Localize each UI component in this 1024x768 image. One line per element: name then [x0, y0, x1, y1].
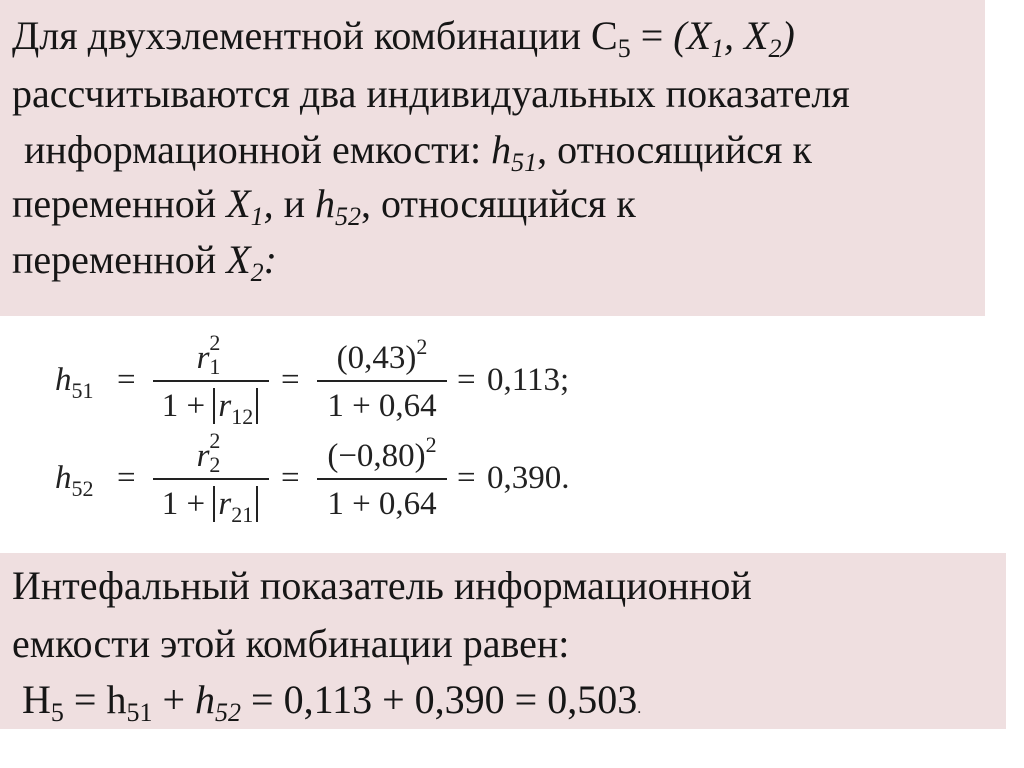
intro-line-3	[24, 126, 812, 177]
formula-lhs	[55, 360, 94, 403]
equals-sign: =	[457, 362, 476, 398]
h-symbol: h	[55, 460, 72, 496]
h-symbol: h	[195, 677, 216, 722]
H-subscript: 5	[50, 698, 64, 727]
superscript: 2	[425, 432, 437, 457]
x1-subscript: 1	[250, 202, 264, 231]
intro-text: , относящийся к	[361, 181, 636, 226]
equals-h: = h	[63, 677, 127, 722]
numerator-value: (−0,80)	[327, 438, 426, 474]
r-symbol: r	[218, 388, 232, 424]
intro-line-4	[12, 180, 636, 231]
h-symbol: h	[55, 362, 72, 398]
trailing-dot: .	[637, 700, 642, 717]
h52-subscript: 52	[215, 698, 242, 727]
plus-sign: +	[152, 677, 196, 722]
formula-lhs	[55, 458, 94, 501]
subscript: 1	[209, 354, 221, 379]
formula-result: 0,113;	[487, 362, 570, 398]
intro-panel	[0, 0, 985, 316]
equals-sign: =	[457, 460, 476, 496]
r-symbol: r	[196, 340, 210, 376]
c-subscript: 5	[617, 34, 631, 63]
tuple-comma: , X	[724, 13, 769, 58]
lhs-subscript: 51	[71, 378, 94, 403]
r-symbol: r	[196, 438, 210, 474]
h-symbol: h	[315, 181, 336, 226]
denominator-prefix: 1 +	[161, 388, 214, 424]
lhs-subscript: 52	[71, 476, 94, 501]
x-symbol: X	[226, 181, 251, 226]
fraction-bar	[317, 380, 447, 382]
x1-subscript: 1	[711, 34, 725, 63]
formula-result: 0,390.	[487, 460, 570, 496]
value-denominator: 1 + 0,64	[327, 388, 437, 424]
numerator-value: (0,43)	[336, 340, 417, 376]
intro-text: информационной емкости:	[24, 127, 492, 172]
summary-line-1: Интефальный показатель информационной	[12, 563, 752, 608]
value-denominator: 1 + 0,64	[327, 486, 437, 522]
fraction-denominator	[145, 386, 275, 429]
x2-subscript: 2	[768, 34, 782, 63]
denominator-prefix: 1 +	[161, 486, 214, 522]
equals-sign: =	[117, 460, 136, 496]
equals-sign: =	[117, 362, 136, 398]
tuple-open: (X	[673, 13, 712, 58]
intro-line-2: рассчитываются два индивидуальных показателя	[12, 71, 850, 116]
intro-text: переменной	[12, 181, 227, 226]
formula-block	[0, 316, 720, 553]
intro-text: , относящийся к	[537, 127, 812, 172]
intro-text: переменной	[12, 237, 227, 282]
summary-result: = 0,113 + 0,390 = 0,503	[241, 677, 638, 722]
value-numerator	[307, 432, 457, 476]
intro-text: и	[273, 181, 316, 226]
tuple-close: )	[781, 13, 795, 58]
equals-sign: =	[281, 460, 300, 496]
summary-line-2: емкости этой комбинации равен:	[12, 621, 570, 666]
superscript: 2	[416, 334, 428, 359]
fraction-denominator	[145, 484, 275, 527]
summary-equation	[22, 676, 641, 733]
superscript: 2	[209, 428, 221, 453]
intro-line-1	[12, 12, 795, 63]
subscript: 21	[231, 502, 254, 527]
H-symbol: Н	[22, 677, 51, 722]
fraction-bar	[153, 380, 269, 382]
h51-subscript: 51	[126, 698, 153, 727]
fraction-numerator	[145, 330, 275, 379]
superscript: 2	[209, 330, 221, 355]
fraction-numerator	[145, 428, 275, 477]
comma: ,	[263, 181, 274, 226]
intro-line-5	[12, 236, 277, 287]
h-symbol: h	[491, 127, 512, 172]
equals-sign: =	[630, 13, 674, 58]
subscript: 2	[209, 452, 221, 477]
x2-subscript: 2	[250, 258, 264, 287]
r-symbol: r	[218, 486, 232, 522]
value-numerator	[307, 334, 457, 378]
x-symbol: X	[226, 237, 251, 282]
h51-subscript: 51	[511, 148, 538, 177]
intro-text: Для двухэлементной комбинации С	[12, 13, 618, 58]
equals-sign: =	[281, 362, 300, 398]
fraction-bar	[317, 478, 447, 480]
colon: :	[263, 237, 277, 282]
h52-subscript: 52	[335, 202, 362, 231]
subscript: 12	[231, 404, 254, 429]
fraction-bar	[153, 478, 269, 480]
